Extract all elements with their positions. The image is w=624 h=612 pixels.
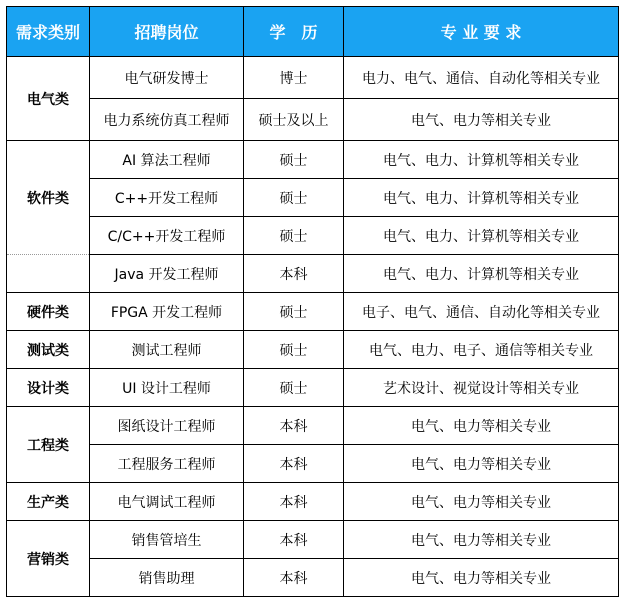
degree-cell: 硕士 xyxy=(244,293,344,331)
table-row xyxy=(7,141,619,179)
degree-cell: 硕士 xyxy=(244,141,344,179)
position-cell: AI 算法工程师 xyxy=(90,141,244,179)
degree-cell: 博士 xyxy=(244,57,344,99)
category-cell-design: 设计类 xyxy=(7,369,90,407)
position-cell: FPGA 开发工程师 xyxy=(90,293,244,331)
degree-cell: 硕士 xyxy=(244,179,344,217)
table-row xyxy=(7,445,619,483)
position-cell: UI 设计工程师 xyxy=(90,369,244,407)
degree-cell: 本科 xyxy=(244,521,344,559)
position-cell: C++开发工程师 xyxy=(90,179,244,217)
category-cell-production: 生产类 xyxy=(7,483,90,521)
major-cell: 电气、电力等相关专业 xyxy=(344,521,619,559)
position-cell: 销售管培生 xyxy=(90,521,244,559)
category-cell-software: 软件类 xyxy=(7,141,90,255)
position-cell: C/C++开发工程师 xyxy=(90,217,244,255)
header-major: 专 业 要 求 xyxy=(344,7,619,57)
position-cell: 电气调试工程师 xyxy=(90,483,244,521)
degree-cell: 本科 xyxy=(244,559,344,597)
position-cell: 电力系统仿真工程师 xyxy=(90,99,244,141)
category-cell-marketing: 营销类 xyxy=(7,521,90,597)
header-position: 招聘岗位 xyxy=(90,7,244,57)
degree-cell: 本科 xyxy=(244,483,344,521)
table-row xyxy=(7,293,619,331)
degree-cell: 硕士 xyxy=(244,331,344,369)
major-cell: 电气、电力等相关专业 xyxy=(344,99,619,141)
position-cell: 电气研发博士 xyxy=(90,57,244,99)
position-cell: 测试工程师 xyxy=(90,331,244,369)
table-row xyxy=(7,99,619,141)
position-cell: 工程服务工程师 xyxy=(90,445,244,483)
header-degree: 学 历 xyxy=(244,7,344,57)
major-cell: 电气、电力、电子、通信等相关专业 xyxy=(344,331,619,369)
major-cell: 电气、电力等相关专业 xyxy=(344,483,619,521)
degree-cell: 本科 xyxy=(244,445,344,483)
major-cell: 电气、电力、计算机等相关专业 xyxy=(344,141,619,179)
degree-cell: 本科 xyxy=(244,407,344,445)
major-cell: 电气、电力等相关专业 xyxy=(344,559,619,597)
position-cell: Java 开发工程师 xyxy=(90,255,244,293)
category-cell-empty xyxy=(7,255,90,293)
recruitment-table xyxy=(6,6,619,597)
major-cell: 电气、电力、计算机等相关专业 xyxy=(344,217,619,255)
category-cell-hardware: 硬件类 xyxy=(7,293,90,331)
table-row xyxy=(7,179,619,217)
position-cell: 图纸设计工程师 xyxy=(90,407,244,445)
position-cell: 销售助理 xyxy=(90,559,244,597)
degree-cell: 硕士 xyxy=(244,217,344,255)
table-row xyxy=(7,217,619,255)
major-cell: 电子、电气、通信、自动化等相关专业 xyxy=(344,293,619,331)
table-row xyxy=(7,255,619,293)
table-row xyxy=(7,521,619,559)
category-cell-electrical: 电气类 xyxy=(7,57,90,141)
category-cell-engineering: 工程类 xyxy=(7,407,90,483)
header-category: 需求类别 xyxy=(7,7,90,57)
degree-cell: 硕士 xyxy=(244,369,344,407)
degree-cell: 本科 xyxy=(244,255,344,293)
major-cell: 电气、电力、计算机等相关专业 xyxy=(344,179,619,217)
table-row xyxy=(7,369,619,407)
table-row xyxy=(7,559,619,597)
major-cell: 电气、电力等相关专业 xyxy=(344,407,619,445)
major-cell: 电气、电力、计算机等相关专业 xyxy=(344,255,619,293)
table-row xyxy=(7,331,619,369)
major-cell: 电气、电力等相关专业 xyxy=(344,445,619,483)
table-row xyxy=(7,57,619,99)
table-header-row xyxy=(7,7,619,57)
category-cell-testing: 测试类 xyxy=(7,331,90,369)
major-cell: 电力、电气、通信、自动化等相关专业 xyxy=(344,57,619,99)
major-cell: 艺术设计、视觉设计等相关专业 xyxy=(344,369,619,407)
table-row xyxy=(7,483,619,521)
table-row xyxy=(7,407,619,445)
degree-cell: 硕士及以上 xyxy=(244,99,344,141)
